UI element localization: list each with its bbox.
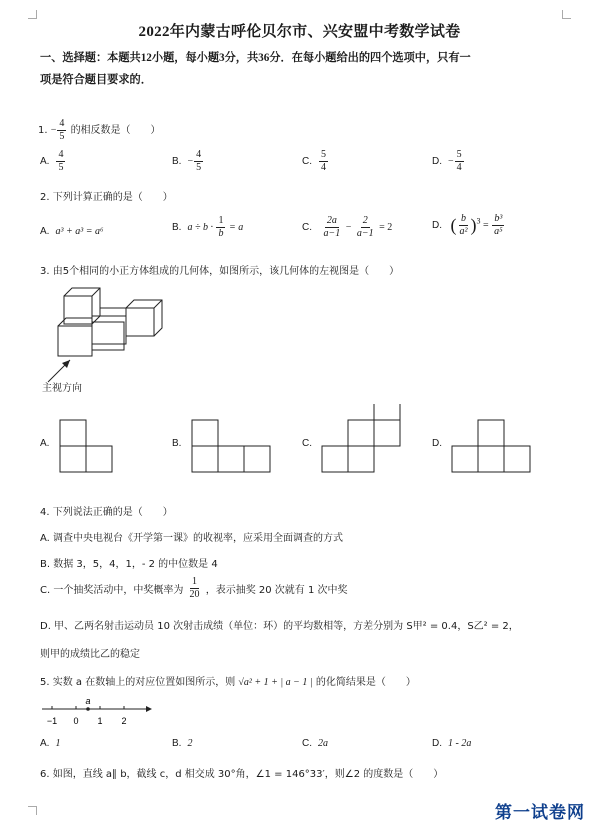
question-5-stem: 5. 实数 a 在数轴上的对应位置如图所示，则 √a² + 1 + | a − 1 | 的化简结果是（ ） [40, 677, 416, 688]
view-square [60, 420, 86, 446]
section-heading: 一、选择题：本题共12小题，每小题3分，共36分．在每小题给出的四个选项中，只有一 项是符合题目要求的． [40, 52, 471, 86]
point-a-marker [86, 707, 90, 711]
question-3-stem: 3. 由5个相同的小正方体组成的几何体，如图所示，该几何体的左视图是（ ） [40, 266, 400, 277]
view-square [244, 446, 270, 472]
left-view-figure [432, 404, 562, 478]
view-square [322, 446, 348, 472]
number-line-tick-label: 1 [97, 716, 103, 726]
view-square [478, 446, 504, 472]
view-square [348, 446, 374, 472]
question-5-option-c[interactable]: C. 2a [302, 738, 328, 749]
point-a-label: a [85, 697, 91, 706]
view-square [478, 420, 504, 446]
view-square [504, 446, 530, 472]
view-square [192, 420, 218, 446]
left-view-figure [40, 404, 170, 478]
question-1-stem: 1. − $\frac{4}{5}$ 的相反数是（ ） [38, 118, 161, 143]
question-4-option-a[interactable]: A. 调查中央电视台《开学第一课》的收视率，应采用全面调查的方式 [40, 533, 344, 544]
exam-title: 2022年内蒙古呼伦贝尔市、兴安盟中考数学试卷 [138, 24, 461, 40]
left-view-figure [302, 404, 432, 478]
question-2-option-c[interactable]: C. $\frac{2a}{a-1}$ − $\frac{2}{a-1}$ = 2 [302, 215, 393, 239]
question-4-stem: 4. 下列说法正确的是（ ） [40, 507, 173, 518]
question-1-option-c[interactable]: C. $\frac{5}{4}$ [302, 149, 326, 173]
crop-mark-top-left [28, 10, 37, 19]
crop-mark-bottom-left [28, 806, 37, 815]
view-square [348, 420, 374, 446]
question-6-stem: 6. 如图，直线 a∥ b，截线 c，d 相交成 30°角，∠1 = 146°33′，则∠2 的度数是（ ） [40, 769, 444, 780]
cube-solid [58, 288, 162, 356]
question-1-option-d[interactable]: D. − $\frac{5}{4}$ [432, 149, 462, 173]
question-2-stem: 2. 下列计算正确的是（ ） [40, 192, 173, 203]
left-view-figure [172, 404, 302, 478]
question-1-option-b[interactable]: B. − $\frac{4}{5}$ [172, 149, 202, 173]
number-line-tick-label: −1 [46, 716, 58, 726]
question-1-option-a[interactable]: A. $\frac{4}{5}$ [40, 149, 64, 173]
exam-page: 2022年内蒙古呼伦贝尔市、兴安盟中考数学试卷 一、选择题：本题共12小题，每小题3分，共36分．在每小题给出的四个选项中，只有一 项是符合题目要求的． 1. − $\frac{4}{5}$ 的相反数是（ ） A. $\frac{4}{5}$ B. − $\frac{4}{5}$ C. $\frac{5}{4}$ D. − $\frac{5}{4}$ 2. 下列计算正确的是（ ） A. a³ + a³ = a⁶ B. a ÷ b · $\frac{1}{b}$ = a C. $\frac{2a}{a-1}$ − $\frac{2}{a-1}$ = 2 D. ( $\frac{b}{\text{a²}}$ )$^3$ = $\frac{\text{b³}}{\text{a⁵}}$ 3. 由5个相同的小正方体组成的几何体，如图所示，该几何体的左视图是（ ） 主视方向 A. B. C. D. 4. 下列说法正确的是（ ） A. 调查中央电视台《开学第一课》的收视率，应采用全面调查的方式 B. 数据 3，5，4，1，- 2 的中位数是 4 C. 一个抽奖活动中，中奖概率为 $\frac{1}{20}$ ，表示抽奖 20 次就有 1 次中奖 D. 甲、乙两名射击运动员 10 次射击成绩（单位：环）的平均数相等，方差分别为 S甲² = 0.4，S乙² = 2， 则甲的成绩比乙的稳定 5. 实数 a 在数轴上的对应位置如图所示，则 √a² + 1 + | a − 1 | 的化简结果是（ ） −1 0 1 2 a A. 1 B. 2 C. 2a D. 1 - 2a 6. 如图，直线 a∥ b，截线 c，d 相交成 30°角，∠1 = 146°33′，则∠2 的度数是（ ） 第一试卷网 [0, 0, 599, 829]
view-square [374, 404, 400, 420]
question-5-option-d[interactable]: D. 1 - 2a [432, 738, 472, 749]
question-4-option-b[interactable]: B. 数据 3，5，4，1，- 2 的中位数是 4 [40, 559, 218, 570]
view-square [192, 446, 218, 472]
arrow-right-icon [146, 706, 152, 712]
number-line-ticks [47, 697, 127, 726]
question-2-option-b[interactable]: B. a ÷ b · $\frac{1}{b}$ = a [172, 215, 244, 239]
crop-mark-top-right [562, 10, 571, 19]
question-5-option-a[interactable]: A. 1 [40, 738, 61, 749]
view-square [60, 446, 86, 472]
question-2-option-a[interactable]: A. a³ + a³ = a⁶ [40, 226, 104, 237]
view-direction-caption: 主视方向 [42, 383, 82, 394]
view-square [452, 446, 478, 472]
view-square [374, 420, 400, 446]
view-square [86, 446, 112, 472]
question-4-option-d-continued: 则甲的成绩比乙的稳定 [40, 649, 140, 660]
number-line-tick-label: 2 [121, 716, 127, 726]
question-2-option-d[interactable]: D. ( $\frac{b}{\text{a²}}$ )$^3$ = $\frac{\text{b³}}{\text{a⁵}}$ [432, 213, 503, 237]
question-5-number-line [38, 697, 158, 731]
site-logo: 第一试卷网 [495, 803, 585, 823]
question-4-option-d[interactable]: D. 甲、乙两名射击运动员 10 次射击成绩（单位：环）的平均数相等，方差分别为 S甲² = 0.4，S乙² = 2， [40, 621, 519, 632]
question-4-option-c[interactable]: C. 一个抽奖活动中，中奖概率为 $\frac{1}{20}$ ，表示抽奖 20 次就有 1 次中奖 [40, 576, 348, 600]
number-line-tick-label: 0 [73, 716, 79, 726]
view-square [218, 446, 244, 472]
question-5-option-b[interactable]: B. 2 [172, 738, 193, 749]
question-1-value: − $\frac{4}{5}$ [50, 118, 65, 143]
